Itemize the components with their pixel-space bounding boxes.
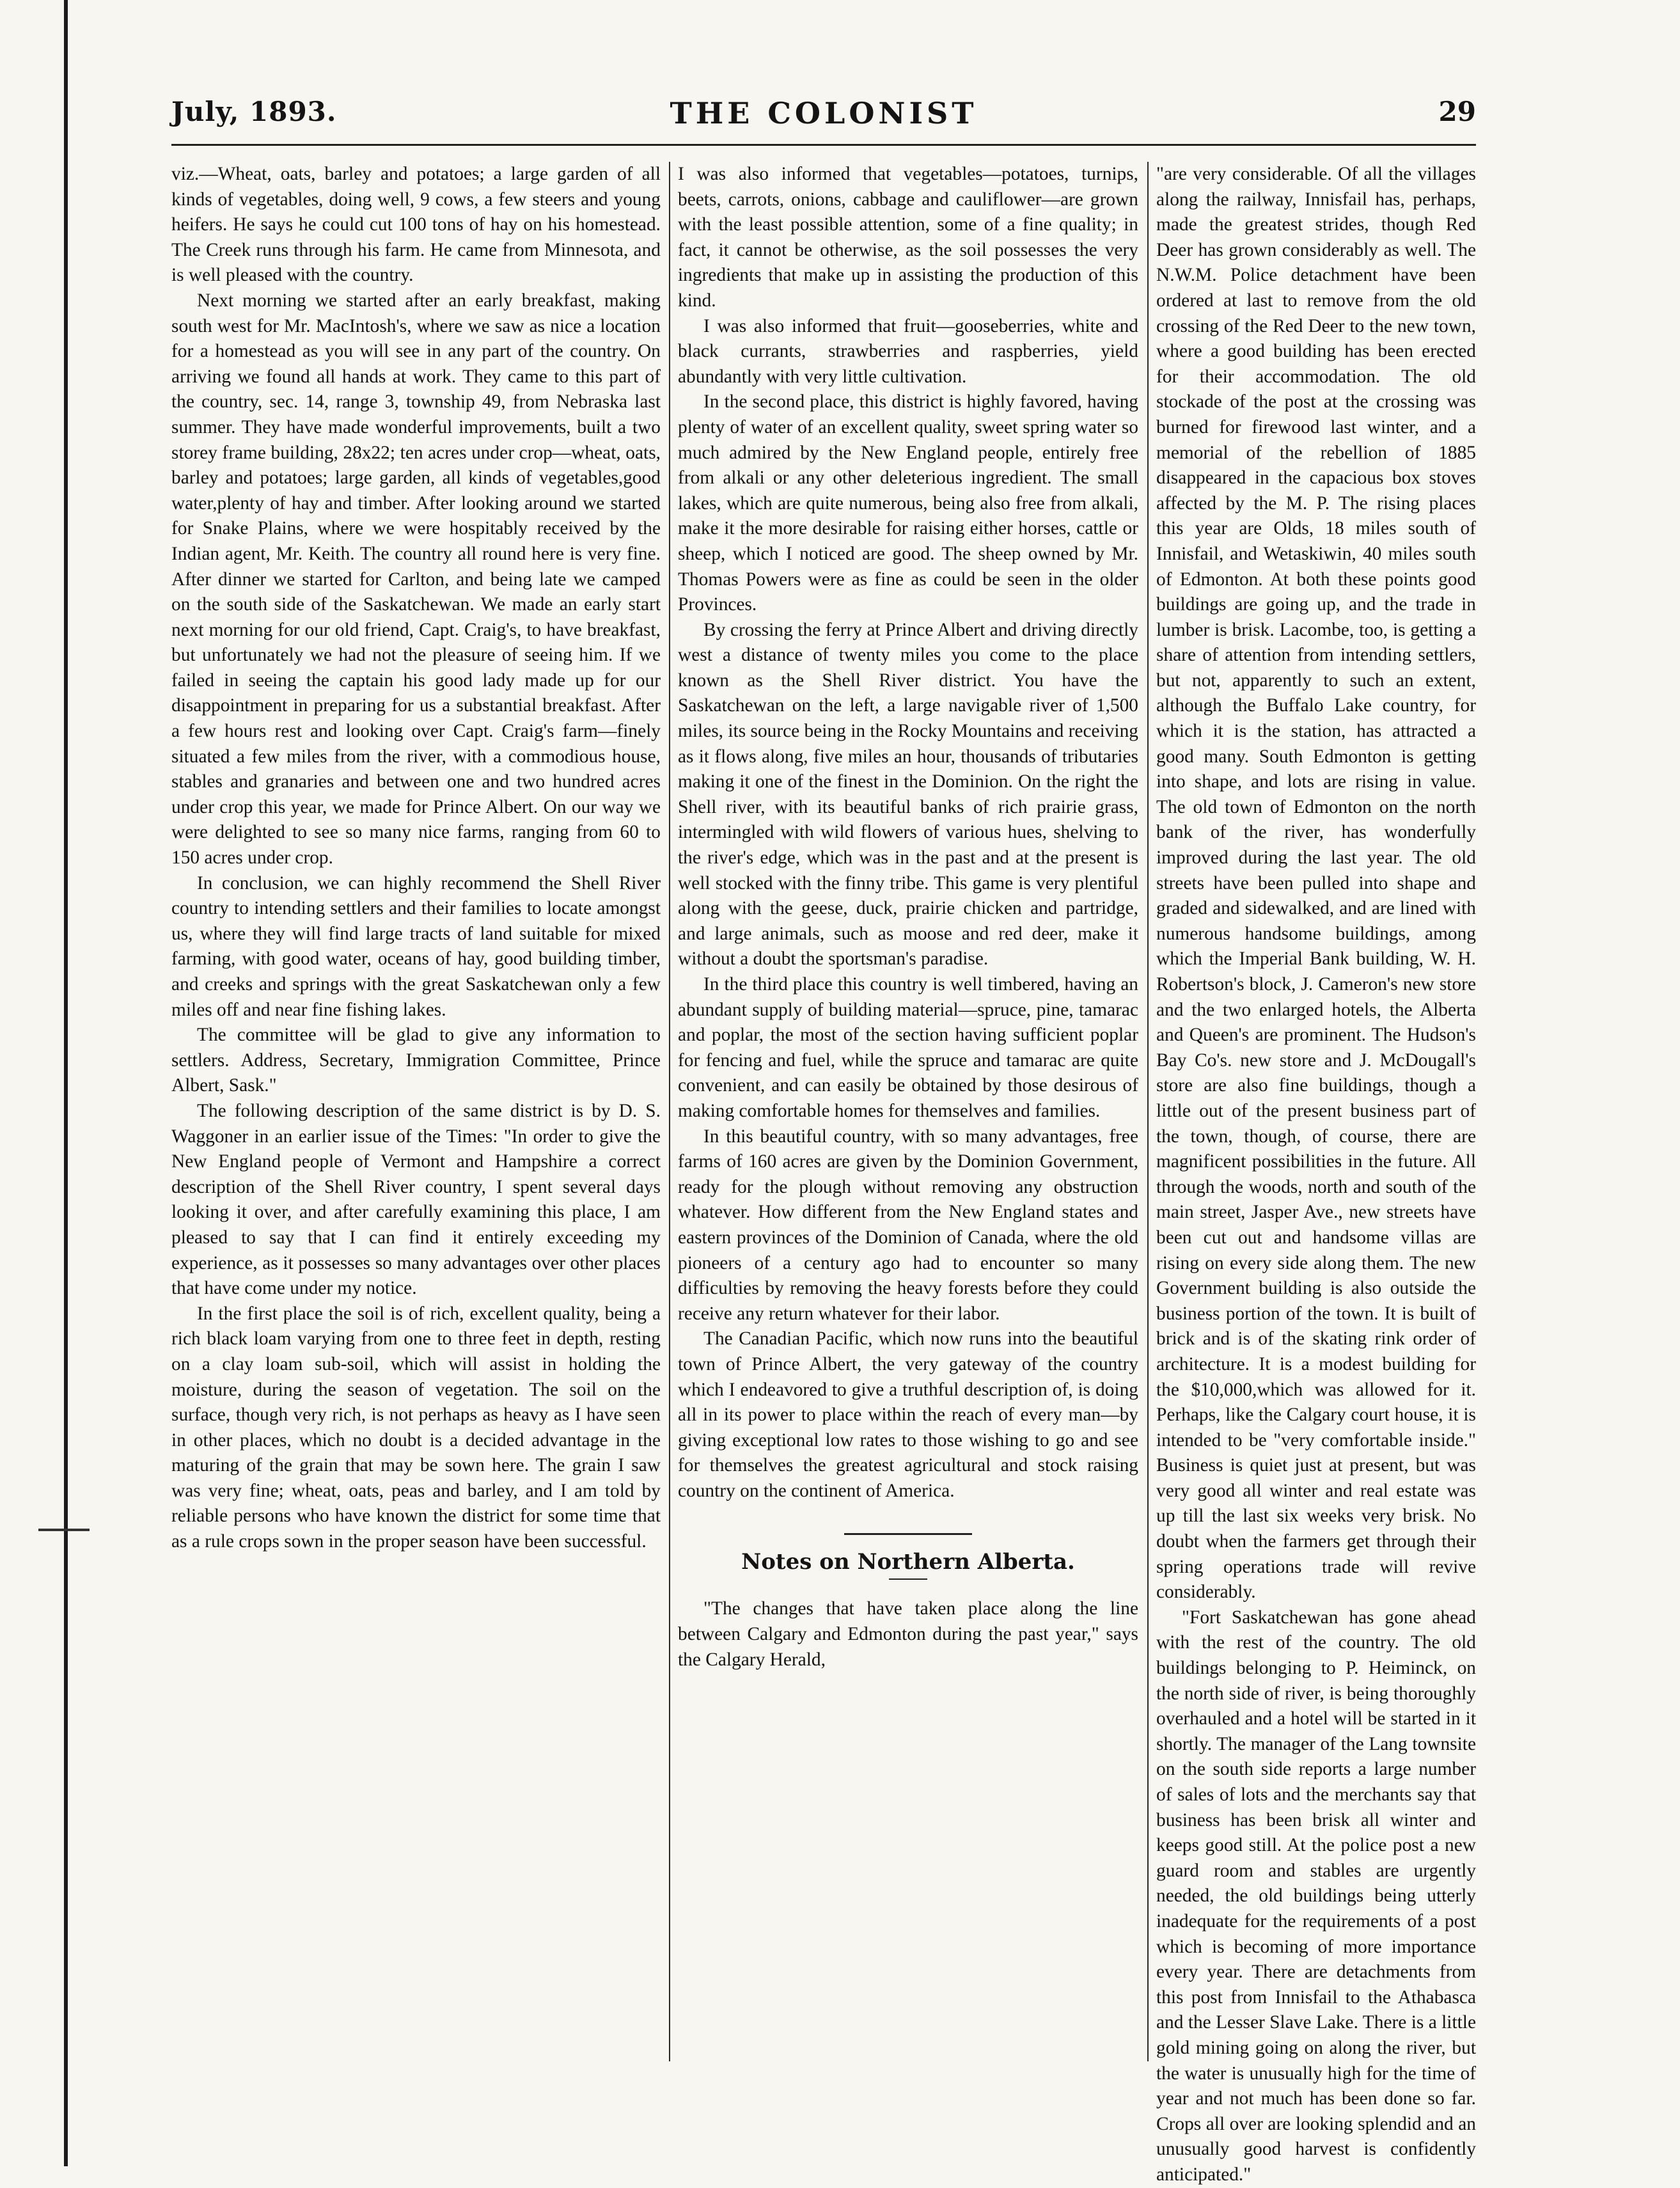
paragraph: I was also informed that fruit—gooseberries, white and black currants, strawberries and raspberries, yield abundantly with very little cultivation. bbox=[678, 315, 1138, 387]
paragraph: In conclusion, we can highly recommend the Shell River country to intending settlers and their families to locate amongst us, where they will find large tracts of land suitable for mixed farming, with good water, oceans of hay, good building timber, and creeks and springs with the great Saskatchewan only a few miles off and near fine fishing lakes. bbox=[171, 872, 661, 1020]
column-divider-2 bbox=[1147, 162, 1149, 2061]
title-underline bbox=[889, 1578, 927, 1580]
paragraph: "are very considerable. Of all the villages along the railway, Innisfail has, perhaps, made the greatest strides, though Red Deer has grown considerably as well. The N.W.M. Police detachment have been ordered at last to remove from the old crossing of the Red Deer to the new town, where a good building has been erected for their accommodation. The old stockade of the post at the crossing was burned for firewood last winter, and a memorial of the rebellion of 1885 disappeared in the capacious box stoves affected by the M. P. The rising places this year are Olds, 18 miles south of Innisfail, and Wetaskiwin, 40 miles south of Edmonton. At both these points good buildings are going up, and the trade in lumber is brisk. Lacombe, too, is getting a share of attention from intending settlers, but not, apparently to such an extent, although the Buffalo Lake country, for which it is the station, has attracted a good many. South Edmonton is getting into shape, and lots are rising in value. The old town of Edmonton on the north bank of the river, has wonderfully improved during the last year. The old streets have been pulled into shape and graded and sidewalked, and are lined with numerous handsome buildings, among which the Imperial Bank building, W. H. Robertson's block, J. Cameron's new store and the two enlarged hotels, the Alberta and Queen's are prominent. The Hudson's Bay Co's. new store and J. McDougall's store are also fine buildings, though a little out of the present business part of the town, though, of course, there are magnificent possibilities in the future. All through the woods, north and south of the main street, Jasper Ave., new streets have been cut out and handsome villas are rising on every side along them. The new Government building is also outside the business portion of the town. It is built of brick and is of the skating rink order of architecture. It is a modest building for the $10,000,which was allowed for it. Perhaps, like the Calgary court house, it is intended to be "very comfortable inside." Business is quiet just at present, but was very good all winter and real estate was up till the last six weeks very brisk. No doubt when the farmers get through their spring operations trade will revive considerably. bbox=[1156, 164, 1476, 1603]
publication-title: THE COLONIST bbox=[670, 96, 978, 130]
page-header bbox=[171, 96, 1476, 147]
paragraph: viz.—Wheat, oats, barley and potatoes; a large garden of all kinds of vegetables, doing well, 9 cows, a few steers and young heifers. He says he could cut 100 tons of hay on his homestead. The Creek runs through his farm. He came from Minnesota, and is well pleased with the country. bbox=[171, 164, 661, 286]
paragraph: The committee will be glad to give any information to settlers. Address, Secretary, Immigration Committee, Prince Albert, Sask." bbox=[171, 1025, 661, 1096]
column-1 bbox=[171, 162, 661, 2065]
paragraph: I was also informed that vegetables—potatoes, turnips, beets, carrots, onions, cabbage and cauliflower—are grown with the least possible attention, some of a fine quality; in fact, it cannot be otherwise, as the soil possesses the very ingredients that make up in assisting the production of this kind. bbox=[678, 164, 1138, 311]
article-divider bbox=[844, 1533, 972, 1535]
paragraph: By crossing the ferry at Prince Albert and driving directly west a distance of twenty miles you come to the place known as the Shell River district. You have the Saskatchewan on the left, a large navigable river of 1,500 miles, its source being in the Rocky Mountains and receiving as it flows along, five miles an hour, thousands of tributaries making it one of the finest in the Dominion. On the right the Shell river, with its beautiful banks of rich prairie grass, intermingled with wild flowers of various hues, shelving to the river's edge, which was in the past and at the present is well stocked with the finny tribe. This game is very plentiful along with the geese, duck, prairie chicken and partridge, and large animals, such as moose and red deer, make it without a doubt the sportsman's paradise. bbox=[678, 619, 1138, 970]
paragraph: The Canadian Pacific, which now runs into the beautiful town of Prince Albert, the very gateway of the country which I endeavored to give a truthful description of, is doing all in its power to place within the reach of every man—by giving exceptional low rates to those wishing to go and see for themselves the greatest agricultural and stock raising country on the continent of America. bbox=[678, 1328, 1138, 1501]
paragraph: Next morning we started after an early breakfast, making south west for Mr. MacIntosh's, where we saw as nice a location for a homestead as you will see in any part of the country. On arriving we found all hands at work. They came to this part of the country, sec. 14, range 3, township 49, from Nebraska last summer. They have made wonderful improvements, built a two storey frame building, 28x22; ten acres under crop—wheat, oats, barley and potatoes; large garden, all kinds of vegetables,good water,plenty of hay and timber. After looking around we started for Snake Plains, where we were hospitably received by the Indian agent, Mr. Keith. The country all round here is very fine. After dinner we started for Carlton, and being late we camped on the south side of the Saskatchewan. We made an early start next morning for our old friend, Capt. Craig's, to have breakfast, but unfortunately we had not the pleasure of seeing him. If we failed in seeing the captain his good lady made up for our disappointment in preparing for us a substantial breakfast. After a few hours rest and looking over Capt. Craig's farm—finely situated a few miles from the river, with a commodious house, stables and granaries and between one and two hundred acres under crop this year, we made for Prince Albert. On our way we were delighted to see so many nice farms, ranging from 60 to 150 acres under crop. bbox=[171, 290, 661, 869]
paragraph: In the second place, this district is highly favored, having plenty of water of an excellent quality, sweet spring water so much admired by the New England people, entirely free from alkali or any other deleterious ingredient. The small lakes, which are quite numerous, being also free from alkali, make it the more desirable for raising either horses, cattle or sheep, which I noticed are good. The sheep owned by Mr. Thomas Powers were as fine as could be seen in the older Provinces. bbox=[678, 391, 1138, 615]
paragraph: In this beautiful country, with so many advantages, free farms of 160 acres are given by the Dominion Government, ready for the plough without removing any obstruction whatever. How different from the New England states and eastern provinces of the Dominion of Canada, where the old pioneers of a century ago had to encounter so many difficulties by removing the heavy forests before they could receive any return whatever for their labor. bbox=[678, 1126, 1138, 1324]
binding-margin-rule bbox=[64, 0, 68, 2166]
header-rule bbox=[171, 144, 1476, 146]
paragraph: "Fort Saskatchewan has gone ahead with the rest of the country. The old buildings belonging to P. Heiminck, on the north side of river, is being thoroughly overhauled and a hotel will be started in it shortly. The manager of the Lang townsite on the south side reports a large number of sales of lots and the merchants say that business has been brisk all winter and keeps good still. At the police post a new guard room and stables are urgently needed, the old buildings being utterly inadequate for the requirements of a post which is becoming of more importance every year. There are detachments from this post from Innisfail to the Athabasca and the Lesser Slave Lake. There is a little gold mining going on along the river, but the water is unusually high for the time of year and not much has been done so far. Crops all over are looking splendid and an unusually good harvest is confidently anticipated." bbox=[1156, 1607, 1476, 2185]
column-divider-1 bbox=[669, 162, 670, 2061]
page-number: 29 bbox=[1438, 96, 1476, 127]
paragraph: The following description of the same district is by D. S. Waggoner in an earlier issue of the Times: "In order to give the New England people of Vermont and Hampshire a correct description of the Shell River country, I spent several days looking it over, and after carefully examining this place, I am pleased to say that I can find it entirely exceeding my experience, as it possesses so many advantages over other places that have come under my notice. bbox=[171, 1100, 661, 1299]
issue-date: July, 1893. bbox=[171, 96, 337, 127]
binding-tick-mark bbox=[38, 1529, 90, 1531]
column-2 bbox=[678, 162, 1138, 2065]
paragraph: In the third place this country is well timbered, having an abundant supply of building material—spruce, pine, tamarac and poplar, the most of the section having sufficient poplar for fencing and fuel, while the spruce and tamarac are quite convenient, and can easily be obtained by those desirous of making comfortable homes for themselves and families. bbox=[678, 974, 1138, 1121]
column-3 bbox=[1156, 162, 1476, 2185]
article-title: Notes on Northern Alberta. bbox=[741, 1549, 1075, 1575]
paragraph: "The changes that have taken place along the line between Calgary and Edmonton during the past year," says the Calgary Herald, bbox=[678, 1598, 1138, 1670]
paragraph: In the first place the soil is of rich, excellent quality, being a rich black loam varying from one to three feet in depth, resting on a clay loam sub-soil, which will assist in holding the moisture, during the season of vegetation. The soil on the surface, though very rich, is not perhaps as heavy as I have seen in other places, which no doubt is a decided advantage in the maturing of the grain that may be sown here. The grain I saw was very fine; wheat, oats, peas and barley, and I am told by reliable persons who have known the district for some time that as a rule crops sown in the proper season have been successful. bbox=[171, 1303, 661, 1552]
